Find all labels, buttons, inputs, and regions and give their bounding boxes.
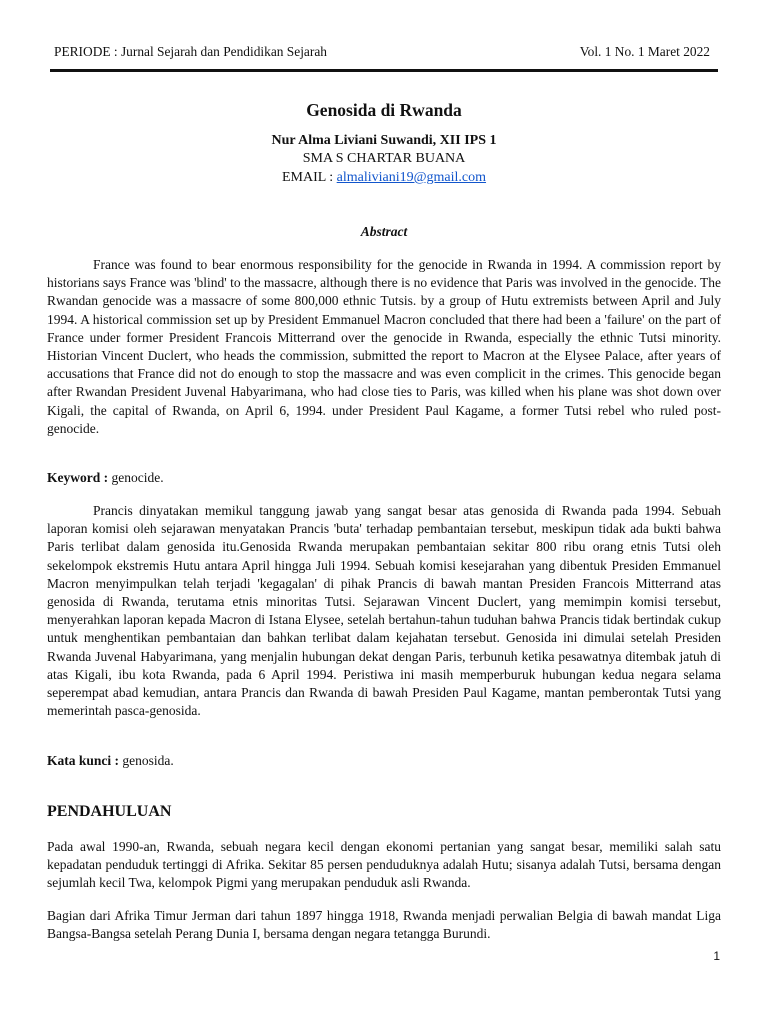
intro-paragraph-2: Bagian dari Afrika Timur Jerman dari tahun 1897 hingga 1918, Rwanda menjadi perwalian Belgia di bawah mandat Liga Bangsa-Bangsa setelah Perang Dunia I, bersama dengan negara tetangga Burundi. [47, 908, 721, 942]
author-email [0, 170, 768, 186]
abstrak-text: Prancis dinyatakan memikul tanggung jawab yang sangat besar atas genosida di Rwanda pada 1994. Sebuah laporan komisi oleh sejarawan menyatakan Prancis 'buta' terhadap pembantaian tersebut, meskipun tidak ada bukti bahwa Paris terlibat dalam genosida itu.Genosida Rwanda merupakan pembantaian sekitar 800 ribu orang etnis Tutsi oleh sekelompok ekstremis Hutu antara April hingga Juli 1994. Sebuah komisi kesejarahan yang dibentuk Presiden Emmanuel Macron menyimpulkan telah terjadi 'kegagalan' di pihak Prancis di bawah mantan Presiden Francois Mitterrand atas genosida di Rwanda, terutama etnis minoritas Tutsi. Sejarawan Vincent Duclert, yang memimpin komisi tersebut, menyerahkan laporan kepada Macron di Istana Elysee, setelah bertahun-tahun tuduhan bahwa Prancis tidak bertindak cukup untuk menghentikan pembantaian dan bahkan terlibat dalam kejahatan tersebut. Genosida ini dimulai setelah Presiden Rwanda Juvenal Habyarimana, yang menjalin hubungan dekat dengan Paris, terbunuh ketika pesawatnya ditembak jatuh di atas Kigali, ibu kota Rwanda, pada 6 April 1994. Peristiwa ini masih memperburuk hubungan kedua negara selama seperempat abad kemudian, antara Prancis dan Rwanda di bawah Presiden Paul Kagame, mantan pemberontak Tutsi yang memerintah pasca-genosida. [47, 503, 721, 719]
kata-kunci-value: genosida. [119, 753, 174, 768]
author-name: Nur Alma Liviani Suwandi, XII IPS 1 [271, 133, 497, 148]
email-link[interactable]: almaliviani19@gmail.com [336, 170, 487, 185]
abstract-text: France was found to bear enormous responsibility for the genocide in Rwanda in 1994. A commission report by historians says France was 'blind' to the massacre, although there is no evidence that Paris was involved in the genocide. The Rwandan genocide was a massacre of some 800,000 ethnic Tutsis. by a group of Hutu extremists between April and July 1994. A historical commission set up by President Emmanuel Macron concluded that there had been a 'failure' on the part of France under former President Francois Mitterrand over the genocide in Rwanda, especially the ethnic Tutsi minority. Historian Vincent Duclert, who heads the commission, submitted the report to Macron at the Elysee Palace, after years of accusations that France did not do enough to stop the massacre and was even complicit in the crimes. This genocide began after Rwandan President Juvenal Habyarimana, who had close ties to Paris, was killed when his plane was shot down over Kigali, the capital of Rwanda, on April 6, 1994. under President Paul Kagame, a former Tutsi rebel who ruled post-genocide. [47, 257, 721, 436]
article-title: Genosida di Rwanda [306, 100, 462, 120]
keyword-value: genocide. [108, 470, 164, 485]
keyword-label: Keyword : [47, 470, 109, 485]
page-number: 1 [713, 949, 720, 963]
header-rule [50, 69, 718, 72]
intro-paragraph-1: Pada awal 1990-an, Rwanda, sebuah negara kecil dengan ekonomi pertanian yang sangat besar, memiliki salah satu kepadatan penduduk tertinggi di Afrika. Sekitar 85 persen penduduknya adalah Hutu; sisanya adalah Tutsi, bersama dengan sejumlah kecil Twa, kelompok Pigmi yang merupakan penduduk asli Rwanda. [47, 839, 721, 891]
abstract-heading: Abstract [360, 224, 408, 239]
author-school: SMA S CHARTAR BUANA [302, 151, 466, 166]
kata-kunci-line [47, 753, 174, 769]
journal-name: PERIODE : Jurnal Sejarah dan Pendidikan Sejarah [54, 44, 327, 59]
keyword-line [47, 470, 164, 486]
running-header [50, 44, 718, 62]
kata-kunci-label: Kata kunci : [47, 753, 120, 768]
section-heading-introduction: PENDAHULUAN [47, 803, 172, 820]
volume-info: Vol. 1 No. 1 Maret 2022 [579, 44, 710, 59]
email-label: EMAIL : [281, 170, 337, 185]
